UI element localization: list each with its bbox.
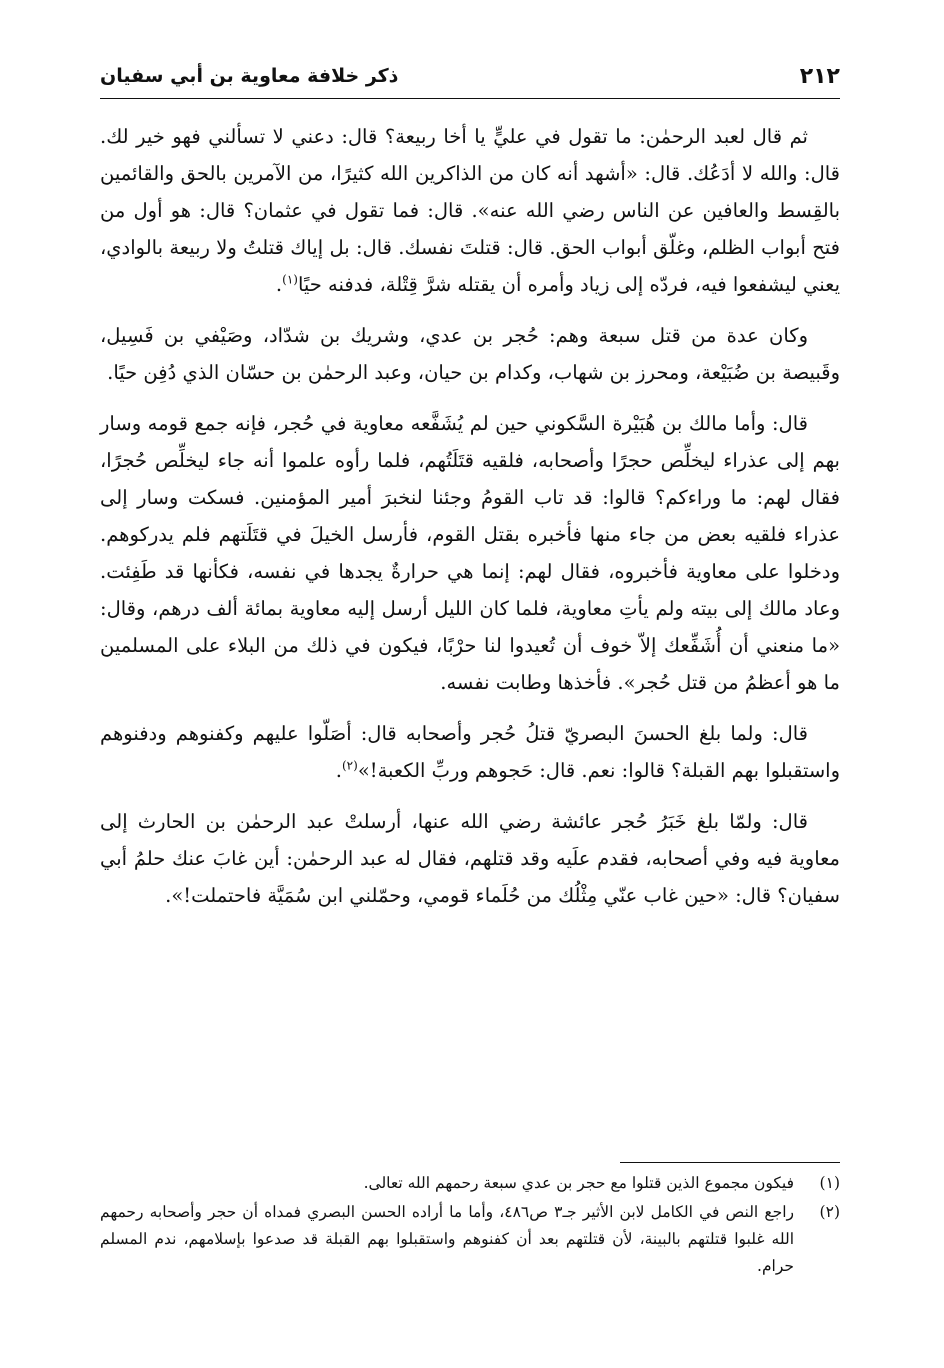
paragraph [100, 715, 840, 789]
footnote-text: فيكون مجموع الذين قتلوا مع حجر بن عدي سبعة رحمهم الله تعالى. [363, 1174, 794, 1192]
running-header [100, 58, 840, 94]
footnote-text: راجع النص في الكامل لابن الأثير جـ٣ ص٤٨٦، وأما ما أراده الحسن البصري فمداه أن حجر وأصحابه رحمهم الله غلبوا قتلتهم بالبينة، لأن قتلتهم بعد أن كفنوهم واستقبلوا بهم القبلة قد صدعوا بإسلامهم، ندم المسلم حرام. [100, 1203, 794, 1275]
paragraph-tail: . [275, 273, 283, 296]
footnote-reference[interactable]: (١) [282, 272, 298, 287]
main-text [100, 118, 840, 928]
footnote [100, 1199, 840, 1280]
footnote-number: (١) [819, 1174, 840, 1192]
paragraph-tail: . [335, 759, 342, 782]
paragraph-text: ثم قال لعبد الرحمٰن: ما تقول في عليٍّ يا أخا ربيعة؟ قال: دعني لا تسألني فهو خير لك. قال: والله لا أدَعُك. قال: «أشهد أنه كان من الذاكرين الله كثيرًا، من الآمرين بالحق والقائمين بالقِسط والعافين عن الناس رضي الله عنه». قال: فما تقول في عثمان؟ قال: هو أول من فتح أبواب الظلم، وغلّق أبواب الحق. قال: قتلتَ نفسك. قال: بل إياك قتلتُ ولا ربيعة بالوادي، يعني ليشفعوا فيه، فردّه إلى زياد وأمره أن يقتله شرَّ قِتْلة، فدفنه حيًا [100, 125, 840, 296]
paragraph [100, 405, 840, 701]
header-divider [100, 98, 840, 99]
footnote-reference[interactable]: (٢) [341, 758, 358, 773]
footnote [100, 1170, 840, 1197]
running-header-title: ذكر خلافة معاوية بن أبي سفيان [100, 65, 399, 87]
paragraph [100, 118, 840, 303]
paragraph-text: قال: ولمّا بلغ خَبَرُ حُجر عائشة رضي الله عنها، أرسلتْ عبد الرحمٰن بن الحارث إلى معاوية فيه وفي أصحابه، فقدم علَيه وقد قتلهم، فقال له عبد الرحمٰن: أين غابَ عنك حلمُ أبي سفيان؟ قال: «حين غاب عنّي مِثْلُك من حُلَماء قومي، وحمّلني ابن سُمَيَّة فاحتملت!». [100, 810, 840, 907]
paragraph [100, 317, 840, 391]
footnote-divider [620, 1162, 840, 1163]
footnote-number: (٢) [819, 1203, 840, 1221]
paragraph-text: قال: ولما بلغ الحسنَ البصريّ قتلُ حُجر وأصحابه قال: أصَلّوا عليهم وكفنوهم ودفنوهم واستقبلوا بهم القبلة؟ قالوا: نعم. قال: حَجوهم وربِّ الكعبة!» [100, 722, 840, 782]
page-number: ٢١٢ [799, 63, 840, 89]
footnotes-section [100, 1170, 840, 1282]
paragraph-text: قال: وأما مالك بن هُبَيْرة السَّكوني حين لم يُشَفَّعه معاوية في حُجر، فإنه جمع قومه وسار بهم إلى عذراء ليخلِّص حجرًا وأصحابه، فلقيه قتَلَتُهم، فلما رأوه علموا أنه جاء ليخلِّص حُجرًا، فقال لهم: ما وراءكم؟ قالوا: قد تاب القومُ وجئنا لنخبرَ أمير المؤمنين. فسكت وسار إلى عذراء فلقيه بعض من جاء منها فأخبره بقتل القوم، فأرسل الخيلَ في قتَلَتهم فلم يدركوهم. ودخلوا على معاوية فأخبروه، فقال لهم: إنما هي حرارةٌ يجدها في نفسه، فكأنها قد طَفِئت. وعاد مالك إلى بيته ولم يأتِ معاوية، فلما كان الليل أرسل إليه معاوية بمائة ألف درهم، وقال: «ما منعني أن أُشَفِّعك إلاّ خوف أن تُعيدوا لنا حرْبًا، فيكون في ذلك من البلاء على المسلمين ما هو أعظمُ من قتل حُجر». فأخذها وطابت نفسه. [100, 412, 840, 694]
paragraph [100, 803, 840, 914]
paragraph-text: وكان عدة من قتل سبعة وهم: حُجر بن عدي، وشريك بن شدّاد، وصَيْفي بن فَسِيل، وقَبيصة بن ضُبَيْعة، ومحرز بن شهاب، وكدام بن حيان، وعبد الرحمٰن بن حسّان الذي دُفِن حيًا. [100, 324, 840, 384]
